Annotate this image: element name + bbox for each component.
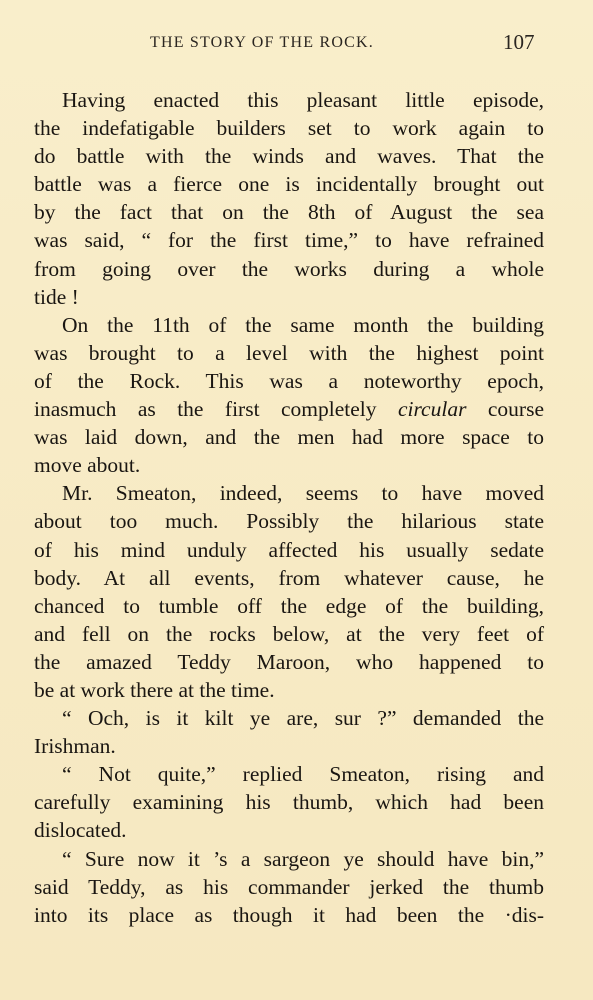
text-line: carefully examining his thumb, which had been [34,790,544,815]
page-number: 107 [503,30,535,54]
text-line: of the Rock. This was a noteworthy epoch, [34,368,544,393]
text-line: Having enacted this pleasant little episode, [62,88,544,112]
text-line: was said, “ for the first time,” to have refrained [34,228,544,253]
text-line: was brought to a level with the highest point [34,340,544,365]
text-segment: course [487,397,545,422]
text-line: was laid down, and the men had more space to [34,425,544,450]
text-line: said Teddy, as his commander jerked the thumb [34,874,544,899]
text-line: tide ! [34,284,79,309]
text-line: and fell on the rocks below, at the very feet of [34,621,544,646]
text-line: be at work there at the time. [34,677,275,702]
text-line: move about. [34,453,141,478]
text-line: “ Not quite,” replied Smeaton, rising and [62,762,544,787]
text-line: Mr. Smeaton, indeed, seems to have moved [62,481,544,506]
text-line: the amazed Teddy Maroon, who happened to [34,649,544,674]
text-line: of his mind unduly affected his usually sedate [34,537,544,562]
text-line: by the fact that on the 8th of August the sea [34,200,544,225]
text-line: from going over the works during a whole [34,256,544,281]
text-segment: inasmuch as the first completely [34,397,377,422]
text-line: battle was a fierce one is incidentally brought out [34,172,544,197]
text-line-with-italic [34,395,544,423]
text-line: body. At all events, from whatever cause, he [34,565,544,590]
text-line: “ Sure now it ’s a sargeon ye should have bin,” [62,846,544,871]
text-line: dislocated. [34,818,127,843]
text-line: “ Och, is it kilt ye are, sur ?” demanded the [62,706,544,731]
text-line: Irishman. [34,734,116,759]
text-line: do battle with the winds and waves. That the [34,144,544,169]
text-line: about too much. Possibly the hilarious state [34,509,544,534]
running-title: THE STORY OF THE ROCK. [150,34,374,51]
text-line: On the 11th of the same month the building [62,312,544,337]
text-line: chanced to tumble off the edge of the building, [34,593,544,618]
italic-word: circular [397,397,467,422]
body-text [34,86,544,929]
text-line: into its place as though it had been the ·dis- [34,902,544,927]
text-line: the indefatigable builders set to work again to [34,116,544,141]
